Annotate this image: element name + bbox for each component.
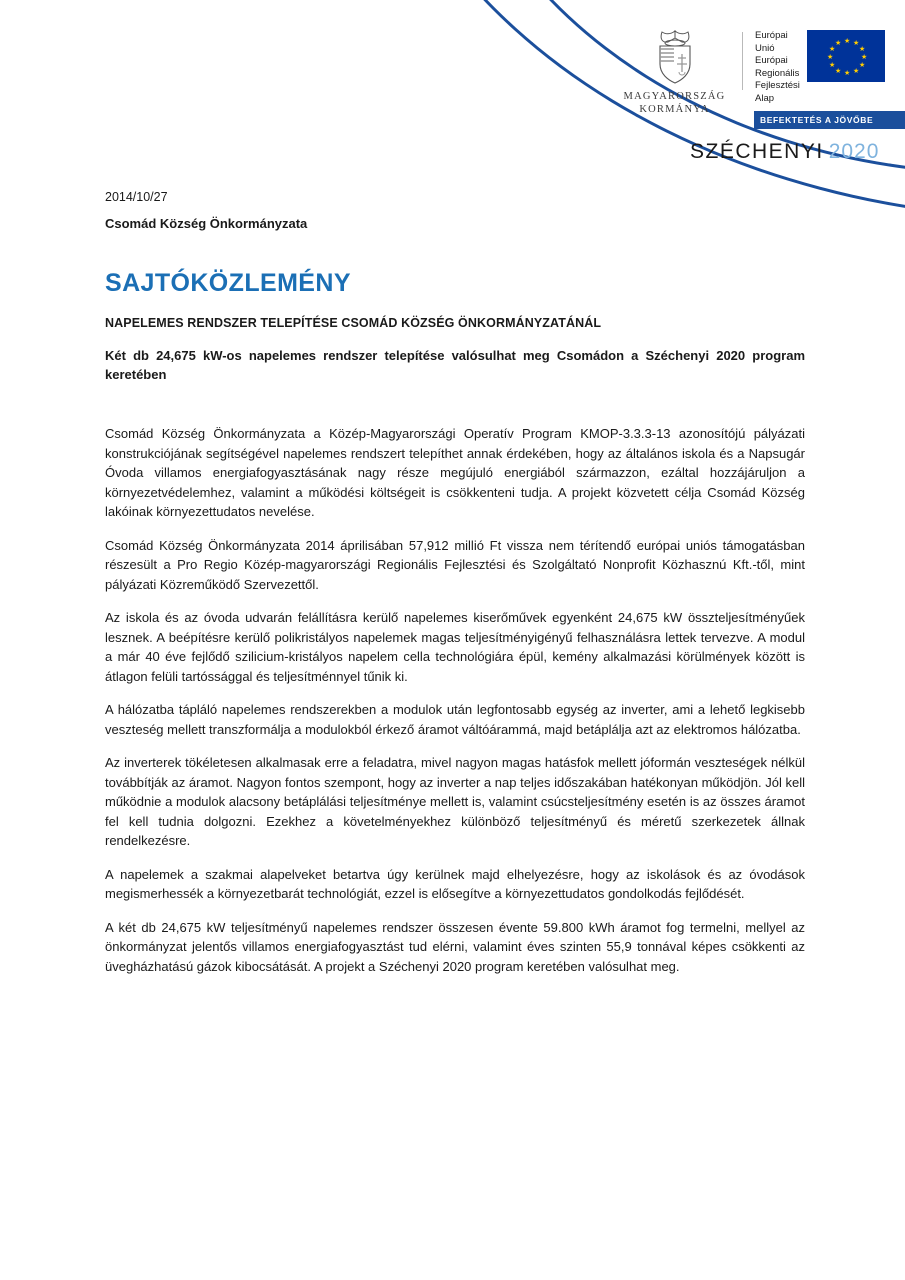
eu-flag-icon: ★ ★ ★ ★ ★ ★ ★ ★ ★ ★ ★ ★ [807, 30, 885, 82]
organization-name: Csomád Község Önkormányzata [105, 216, 308, 231]
paragraph: A hálózatba tápláló napelemes rendszerekben a modulok után legfontosabb egység az inverter, ami a lehető legkisebb veszteség mellett transzformálja a modulokból érkező áramot váltóárammá, majd betáplálja azt az elektromos hálózatba. [105, 702, 805, 737]
document-date: 2014/10/27 [105, 190, 168, 204]
szechenyi-label: SZÉCHENYI [690, 140, 824, 163]
european-union-logo [755, 30, 885, 129]
eu-line3: Fejlesztési Alap [755, 80, 800, 104]
paragraph: A két db 24,675 kW teljesítményű napelemes rendszer összesen évente 59.800 kWh áramot fog termelni, mellyel az önkormányzat jelentős villamos energiafogyasztást tud elérni, valamint éves szinten 55,9 tonnával képes csökkenti az üvegházhatású gázok kibocsátását. A projekt a Széchenyi 2020 program keretében valósulhat meg. [105, 919, 805, 974]
paragraph: Csomád Község Önkormányzata 2014 áprilisában 57,912 millió Ft vissza nem térítendő európai uniós támogatásban részesült a Pro Regio Közép-magyarországi Regionális Fejlesztési és Szolgáltató Nonprofit Közhasznú Kft.-től, mint pályázati Közreműködő Szervezettől. [105, 537, 805, 592]
paragraph: Az inverterek tökéletesen alkalmasak erre a feladatra, mivel nagyon magas hatásfok mellett jóformán veszteségek nélkül továbbítják az áramot. Nagyon fontos szempont, hogy az inverter a nap teljes időszakában hatékonyan működjön. Jól kell működnie a modulok alacsony betáplálási teljesítménye mellett is, valamint csúcsteljesítmény esetén is az összes áramot fel kell tudnia dolgozni. Ezekhez a követelményekhez különböző teljesítményű és méretű szerkezetek állnak rendelkezésre. [105, 755, 805, 848]
paragraph: A napelemek a szakmai alapelveket betartva úgy kerülnek majd elhelyezésre, hogy az iskolások és az óvodások megismerhessék a környezetbarát technológiát, ezzel is elősegítve a környezettudatos gondolkodás fejlődését. [105, 866, 805, 901]
szechenyi-2020-logo [690, 140, 890, 164]
document-body [105, 190, 805, 990]
hungarian-government-logo [612, 28, 737, 116]
gov-logo-line1: MAGYARORSZÁG [623, 91, 726, 102]
header-logo-band [0, 0, 905, 212]
map-pin-icon [848, 166, 870, 194]
paragraph: Csomád Község Önkormányzata a Közép-Magyarországi Operatív Program KMOP-3.3.3-13 azonosítójú pályázati konstrukciójának segítségével napelemes rendszert telepíthet annak érdekében, hogy az általános iskola és a Napsugár Óvoda villamos energiafogyasztásának nagy része megújuló energiából származzon, ezáltal hozzájáruljon a környezetvédelemhez, valamint a működési költségeit is csökkenteni tudja. A projekt közvetett célja Csomád Község lakóinak környezettudatos nevelése. [105, 426, 805, 519]
gov-logo-line2: KORMÁNYA [639, 104, 710, 115]
eu-investing-ribbon: BEFEKTETÉS A JÖVŐBE [754, 111, 905, 129]
document-subtitle: NAPELEMES RENDSZER TELEPÍTÉSE CSOMÁD KÖZSÉG ÖNKORMÁNYZATÁNÁL [105, 316, 602, 330]
page-title: SAJTÓKÖZLEMÉNY [105, 269, 351, 297]
document-lead: Két db 24,675 kW-os napelemes rendszer telepítése valósulhat meg Csomádon a Széchenyi 2020 program keretében [105, 348, 805, 382]
szechenyi-year: 2020 [828, 140, 880, 163]
paragraph: Az iskola és az óvoda udvarán felállításra kerülő napelemes kiserőművek egyenként 24,675 kW összteljesítményűek lesznek. A beépítésre kerülő polikristályos napelemek magas teljesítményigényű felhasználásra lettek tervezve. A modul a már 40 éve fejlődő szilicium-kristályos napelem cella technológiára épül, kemény alkalmazási körülmények között is átlagon felüli tartóssággal és teljesítménnyel tűnik ki. [105, 610, 805, 684]
hungary-coat-of-arms-icon [652, 28, 698, 86]
logo-divider [742, 32, 743, 90]
eu-line1: Európai Unió [755, 30, 788, 54]
eu-line2: Európai Regionális [755, 55, 800, 79]
